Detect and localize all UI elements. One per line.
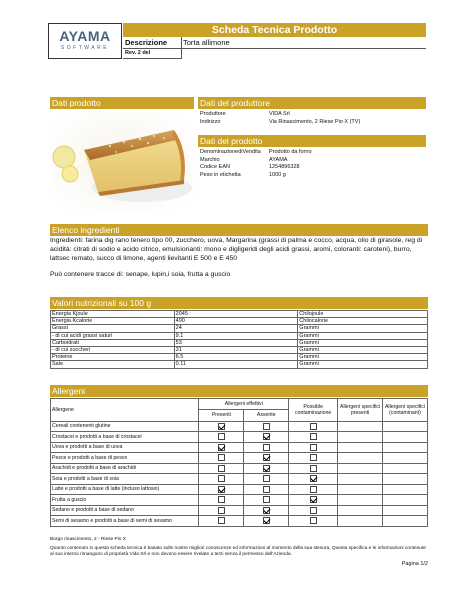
nutrient-value: 490 xyxy=(174,318,298,325)
possible-cell xyxy=(289,442,338,453)
possible-checkbox[interactable] xyxy=(310,496,317,503)
allergen-name: Uova e prodotti a base di uova xyxy=(51,442,199,453)
specific-contaminant-cell xyxy=(383,421,428,432)
revision-label: Rev. 2 del xyxy=(125,50,151,56)
allergen-row xyxy=(51,442,428,453)
nutrient-name: - di cui zuccheri xyxy=(51,346,175,353)
possible-cell xyxy=(289,432,338,443)
possible-cell xyxy=(289,516,338,527)
specific-present-cell xyxy=(338,516,383,527)
absent-checkbox[interactable] xyxy=(263,496,270,503)
product-data-info xyxy=(200,149,426,181)
present-cell xyxy=(199,474,244,485)
nutrient-name: Proteine xyxy=(51,354,175,361)
possible-cell xyxy=(289,453,338,464)
ingredients-text: Ingredienti: farina dig rano tenero tipo 00, zucchero, uova, Margarina (grassi di palma e cocco, acqua, olio di girasole, reg di acidità: citrati di sodio e acido citrico, emulsionanti: mono e digligeridi degli acidi grassi, aromi, coloranti: caroteni), burro, lattsec remato, succo di limone, agenti lievitanti E 500 e E 450 xyxy=(50,237,423,262)
address-label: Indirizzo xyxy=(200,118,221,125)
allergen-row xyxy=(51,484,428,495)
allergen-row xyxy=(51,453,428,464)
nutrient-name: Carboidrati xyxy=(51,339,175,346)
present-cell xyxy=(199,432,244,443)
specific-present-cell xyxy=(338,442,383,453)
absent-cell xyxy=(244,495,289,506)
present-cell xyxy=(199,516,244,527)
footer-disclaimer: Quanto contenuto in questa scheda tecnica è basato sulle nostre migliori conoscenze ed informazioni al momento della sua stesura. Questa specifica e le informazioni contenute al suo interno rimangono di proprietà Vida Srl e non devono essere rivelate a terzi senza il permesso dell'Azienda. xyxy=(50,546,426,557)
nutrient-name: Grassi xyxy=(51,325,175,332)
may-contain-text: Può contenere tracce di: senape, lupin,i soia, frutta a guscio xyxy=(50,271,231,278)
allergen-name: Soia e prodotti a base di soia xyxy=(51,474,199,485)
present-checkbox[interactable] xyxy=(218,517,225,524)
allergen-name: Sedano e prodotti a base di sedano xyxy=(51,505,199,516)
specific-contaminant-cell xyxy=(383,432,428,443)
possible-cell xyxy=(289,463,338,474)
specific-present-cell xyxy=(338,421,383,432)
possible-col-header: Possible contaminazione xyxy=(289,399,338,422)
specific-present-cell xyxy=(338,495,383,506)
nutrient-unit: Chilojoule xyxy=(298,311,428,318)
specific-contaminant-cell xyxy=(383,484,428,495)
specific-contaminant-cell xyxy=(383,516,428,527)
nutrition-row xyxy=(51,332,428,339)
absent-checkbox[interactable] xyxy=(263,454,270,461)
nutrient-unit: Grammi xyxy=(298,325,428,332)
nutrient-name: Sale xyxy=(51,361,175,368)
present-cell xyxy=(199,463,244,474)
description-value: Torta allimone xyxy=(183,38,230,47)
effective-col-header: Allergeni effettivi xyxy=(199,399,289,410)
producer-info xyxy=(200,111,426,127)
specific-present-cell xyxy=(338,474,383,485)
possible-checkbox[interactable] xyxy=(310,433,317,440)
present-cell xyxy=(199,505,244,516)
specific-contaminant-cell xyxy=(383,495,428,506)
absent-checkbox[interactable] xyxy=(263,475,270,482)
absent-checkbox[interactable] xyxy=(263,517,270,524)
allergen-row xyxy=(51,516,428,527)
possible-checkbox[interactable] xyxy=(310,444,317,451)
absent-cell xyxy=(244,505,289,516)
present-cell xyxy=(199,421,244,432)
possible-cell xyxy=(289,474,338,485)
brand-value: AYAMA xyxy=(269,156,288,163)
nutrient-unit: Grammi xyxy=(298,339,428,346)
present-col-header: Presenti xyxy=(199,409,244,421)
specific-contaminant-cell xyxy=(383,474,428,485)
absent-cell xyxy=(244,474,289,485)
specific-contaminant-col-header: Allergeni specifici (contaminant) xyxy=(383,399,428,422)
possible-checkbox[interactable] xyxy=(310,475,317,482)
nutrient-value: 0.11 xyxy=(174,361,298,368)
nutrition-row xyxy=(51,318,428,325)
address-row xyxy=(200,119,426,127)
present-checkbox[interactable] xyxy=(218,454,225,461)
possible-cell xyxy=(289,421,338,432)
possible-checkbox[interactable] xyxy=(310,454,317,461)
possible-checkbox[interactable] xyxy=(310,507,317,514)
logo-subtext: SOFTWARE xyxy=(60,45,110,51)
allergens-section-header: Allergeni xyxy=(50,385,428,397)
absent-cell xyxy=(244,516,289,527)
allergen-row xyxy=(51,505,428,516)
product-data-section-header: Dati del prodotto xyxy=(198,135,426,147)
nutrient-unit: Grammi xyxy=(298,354,428,361)
nutrient-value: 6.5 xyxy=(174,354,298,361)
revision-row xyxy=(123,48,181,59)
absent-checkbox[interactable] xyxy=(263,507,270,514)
specific-present-cell xyxy=(338,505,383,516)
nutrient-unit: Grammi xyxy=(298,346,428,353)
nutrient-name: Energia Kcalorie xyxy=(51,318,175,325)
weight-label: Peso in etichetta xyxy=(200,171,241,178)
allergen-row xyxy=(51,495,428,506)
nutrient-unit: Grammi xyxy=(298,332,428,339)
allergens-table xyxy=(50,398,428,527)
allergen-row xyxy=(51,474,428,485)
present-checkbox[interactable] xyxy=(218,486,225,493)
absent-checkbox[interactable] xyxy=(263,444,270,451)
absent-cell xyxy=(244,442,289,453)
nutrition-row xyxy=(51,346,428,353)
absent-cell xyxy=(244,432,289,443)
absent-checkbox[interactable] xyxy=(263,433,270,440)
nutrition-table-wrapper xyxy=(50,310,428,369)
weight-value: 1000 g xyxy=(269,171,286,178)
allergen-col-header: Allergene xyxy=(51,399,199,422)
possible-cell xyxy=(289,495,338,506)
description-label: Descrizione xyxy=(125,38,168,47)
ean-value: 1254896328 xyxy=(269,164,300,170)
sales-name-label: DenominazionediVendita xyxy=(200,149,261,155)
nutrient-unit: Grammi xyxy=(298,361,428,368)
present-cell xyxy=(199,484,244,495)
address-value: Via Rinascimento, 2 Riese Pio X (TV) xyxy=(269,118,361,125)
nutrient-value: 9.1 xyxy=(174,332,298,339)
present-checkbox[interactable] xyxy=(218,507,225,514)
sales-name-value: Prodotto da forno xyxy=(269,149,312,155)
allergen-name: Latte e prodotti a base di latte (incluso lattosio) xyxy=(51,484,199,495)
page-number: Pagina 1/2 xyxy=(401,561,428,567)
present-checkbox[interactable] xyxy=(218,433,225,440)
ingredients-section-header: Elenco ingredienti xyxy=(50,224,428,236)
possible-checkbox[interactable] xyxy=(310,517,317,524)
allergen-name: Frutta a guscio xyxy=(51,495,199,506)
allergen-name: Pesce e prodotti a base di pesce xyxy=(51,453,199,464)
nutrition-row xyxy=(51,354,428,361)
present-checkbox[interactable] xyxy=(218,496,225,503)
nutrient-value: 2045 xyxy=(174,311,298,318)
footer-address: Borgo rinascimento, 2 - Riese Pio X xyxy=(50,537,126,542)
allergen-row xyxy=(51,463,428,474)
product-section-header: Dati prodotto xyxy=(50,97,194,109)
specific-present-cell xyxy=(338,453,383,464)
present-checkbox[interactable] xyxy=(218,465,225,472)
present-checkbox[interactable] xyxy=(218,423,225,430)
absent-checkbox[interactable] xyxy=(263,465,270,472)
allergens-table-wrapper xyxy=(50,398,428,527)
specific-contaminant-cell xyxy=(383,505,428,516)
allergen-row xyxy=(51,421,428,432)
specific-contaminant-cell xyxy=(383,463,428,474)
specific-contaminant-cell xyxy=(383,442,428,453)
allergen-name: Crostacei e prodotti a base di crostacei xyxy=(51,432,199,443)
company-logo xyxy=(48,23,122,59)
specific-present-col-header: Allergeni specifici presenti xyxy=(338,399,383,422)
present-cell xyxy=(199,442,244,453)
nutrition-row xyxy=(51,339,428,346)
absent-cell xyxy=(244,453,289,464)
possible-checkbox[interactable] xyxy=(310,486,317,493)
nutrient-value: 24 xyxy=(174,325,298,332)
allergen-row xyxy=(51,432,428,443)
allergen-name: Arachidi e prodotti a base di arachidi xyxy=(51,463,199,474)
absent-checkbox[interactable] xyxy=(263,486,270,493)
present-checkbox[interactable] xyxy=(218,444,225,451)
product-photo xyxy=(50,110,194,214)
absent-cell xyxy=(244,484,289,495)
possible-cell xyxy=(289,484,338,495)
producer-value: VIDA Srl xyxy=(269,111,290,117)
specific-present-cell xyxy=(338,432,383,443)
allergen-name: Cereali contenenti glutine xyxy=(51,421,199,432)
nutrient-unit: Chilocalorie xyxy=(298,318,428,325)
specific-present-cell xyxy=(338,484,383,495)
possible-cell xyxy=(289,505,338,516)
nutrient-value: 31 xyxy=(174,346,298,353)
possible-checkbox[interactable] xyxy=(310,465,317,472)
specific-contaminant-cell xyxy=(383,453,428,464)
nutrition-table xyxy=(50,310,428,369)
absent-cell xyxy=(244,421,289,432)
nutrition-row xyxy=(51,325,428,332)
absent-checkbox[interactable] xyxy=(263,423,270,430)
nutrient-name: - di cui acidi grassi saturi xyxy=(51,332,175,339)
present-cell xyxy=(199,495,244,506)
allergen-name: Semi di sesamo e prodotti a base di semi di sesamo xyxy=(51,516,199,527)
present-cell xyxy=(199,453,244,464)
nutrition-row xyxy=(51,361,428,368)
producer-section-header: Dati del produttore xyxy=(198,97,426,109)
absent-cell xyxy=(244,463,289,474)
logo-text: AYAMA xyxy=(59,28,111,44)
possible-checkbox[interactable] xyxy=(310,423,317,430)
weight-row xyxy=(200,172,426,180)
nutrition-section-header: Valori nutrizionali su 100 g xyxy=(50,297,428,309)
document-title: Scheda Tecnica Prodotto xyxy=(123,23,426,37)
absent-col-header: Assente xyxy=(244,409,289,421)
ean-label: Codice EAN xyxy=(200,164,230,170)
present-checkbox[interactable] xyxy=(218,475,225,482)
specific-present-cell xyxy=(338,463,383,474)
nutrient-value: 53 xyxy=(174,339,298,346)
producer-label: Produttore xyxy=(200,111,226,117)
brand-label: Marchio xyxy=(200,156,220,163)
nutrition-row xyxy=(51,311,428,318)
nutrient-name: Energia Kjoule xyxy=(51,311,175,318)
